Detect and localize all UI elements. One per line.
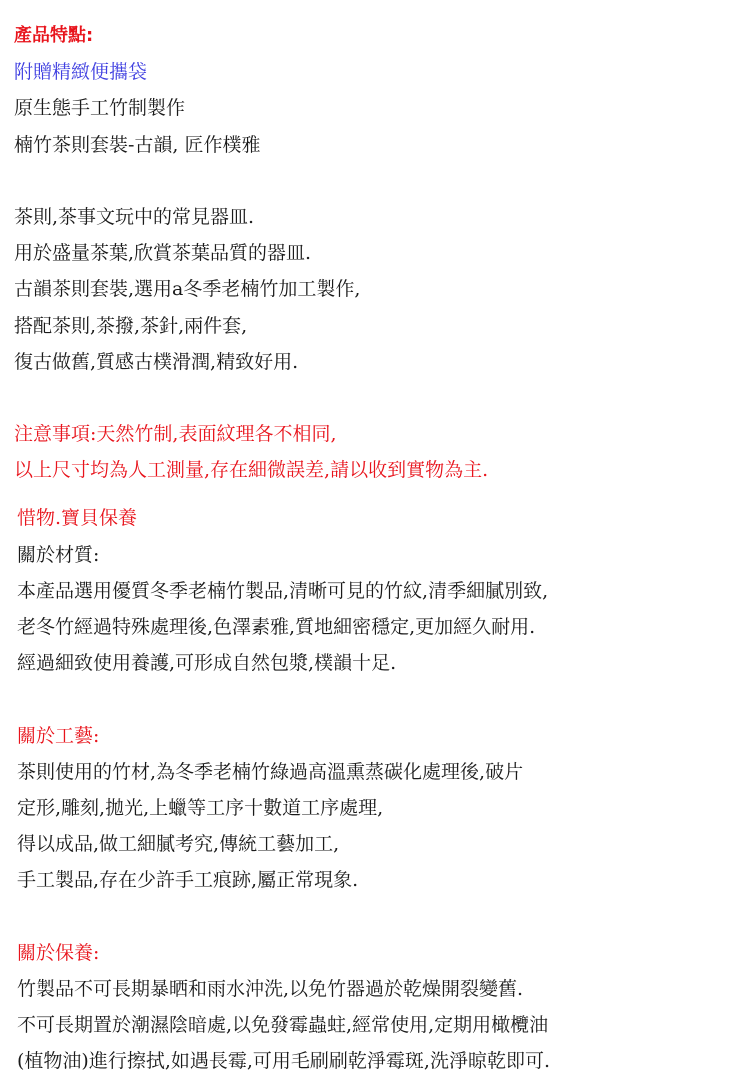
maintenance-title: 關於保養: (17, 941, 100, 964)
craft-line: 茶則使用的竹材,為冬季老楠竹綠過高溫熏蒸碳化處理後,破片 (17, 760, 524, 783)
maintenance-line: 竹製品不可長期暴晒和雨水沖洗,以免竹器過於乾燥開裂變舊. (17, 977, 524, 1000)
craft-line: 手工製品,存在少許手工痕跡,屬正常現象. (17, 869, 359, 892)
spacer (14, 681, 734, 717)
feature-line: 原生態手工竹制製作 (14, 97, 186, 120)
care-heading: 惜物.寶貝保養 (17, 507, 138, 530)
notice-line: 注意事項:天然竹制,表面紋理各不相同, (14, 423, 337, 446)
description-line: 用於盛量茶葉,欣賞茶葉品質的器皿. (14, 242, 312, 265)
spacer (14, 163, 734, 199)
craft-line: 得以成品,做工細膩考究,傳統工藝加工, (17, 833, 340, 856)
material-line: 本產品選用優質冬季老楠竹製品,清晰可見的竹紋,清季細膩別致, (17, 579, 549, 602)
gift-note: 附贈精緻便攜袋 (14, 61, 148, 84)
features-heading: 產品特點: (14, 25, 94, 46)
material-line: 老冬竹經過特殊處理後,色澤素雅,質地細密穩定,更加經久耐用. (17, 616, 536, 638)
product-description (14, 18, 734, 1079)
maintenance-line: 不可長期置於潮濕陰暗處,以免發霉蟲蛀,經常使用,定期用橄欖油 (17, 1014, 549, 1037)
feature-line: 楠竹茶則套裝-古韻, 匠作樸雅 (14, 133, 261, 156)
spacer (14, 488, 734, 500)
craft-line: 定形,雕刻,拋光,上蠟等工序十數道工序處理, (17, 796, 384, 819)
material-line: 經過細致使用養護,可形成自然包漿,樸韻十足. (17, 652, 397, 675)
spacer (14, 380, 734, 416)
description-line: 復古做舊,質感古樸滑潤,精致好用. (14, 350, 299, 373)
spacer (14, 899, 734, 935)
description-line: 茶則,茶事文玩中的常見器皿. (14, 205, 255, 228)
notice-line: 以上尺寸均為人工測量,存在細微誤差,請以收到實物為主. (14, 459, 489, 482)
maintenance-line: (植物油)進行擦拭,如遇長霉,可用毛刷刷乾淨霉斑,洗淨晾乾即可. (17, 1050, 550, 1073)
material-title: 關於材質: (17, 543, 100, 566)
description-line: 搭配茶則,茶撥,茶針,兩件套, (14, 314, 248, 337)
craft-title: 關於工藝: (17, 724, 100, 747)
description-line: 古韻茶則套裝,選用a冬季老楠竹加工製作, (14, 278, 361, 301)
